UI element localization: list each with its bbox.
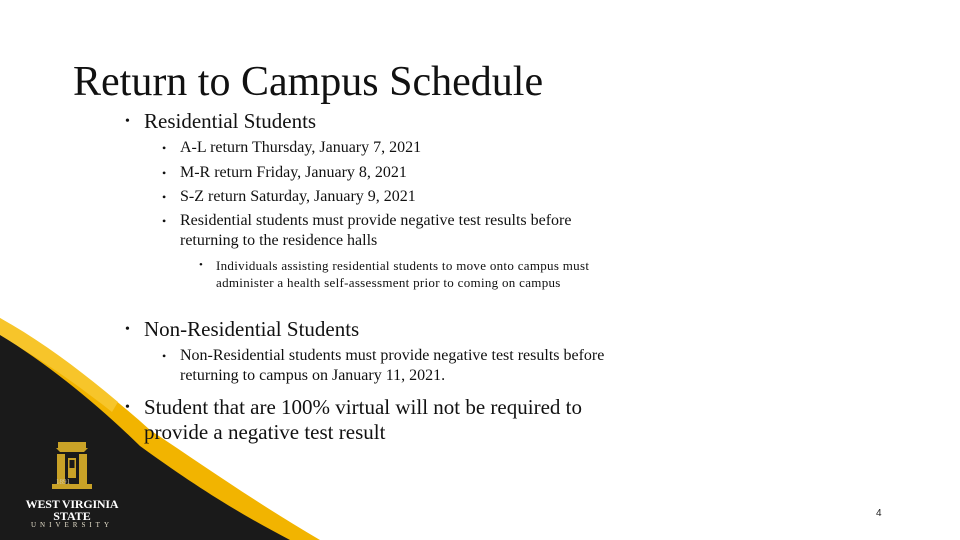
bullet-glyph: • <box>199 259 204 271</box>
residential-item-text: S-Z return Saturday, January 9, 2021 <box>180 188 416 205</box>
logo-wordmark-line1: WEST VIRGINIA <box>25 497 119 511</box>
bullet-glyph: • <box>125 322 130 337</box>
seal-right-column <box>79 454 87 484</box>
seal-pediment <box>58 442 86 448</box>
residential-sub-note <box>199 257 621 291</box>
non-residential-heading: Non-Residential Students <box>144 317 360 341</box>
bullet-glyph: • <box>125 114 130 129</box>
residential-heading-bullet <box>125 109 704 134</box>
slide-title: Return to Campus Schedule <box>73 59 544 105</box>
bullet-glyph: • <box>162 141 167 155</box>
non-residential-item-text: Non-Residential students must provide negative test results before returning to campus on January 11, 2021. <box>180 347 605 384</box>
bullet-glyph: • <box>125 400 130 415</box>
residential-item-text: A-L return Thursday, January 7, 2021 <box>180 139 422 156</box>
bullet-glyph: • <box>162 166 167 180</box>
virtual-students-bullet <box>125 395 624 445</box>
non-residential-item <box>162 346 620 386</box>
residential-sub-note-text: Individuals assisting residential students to move onto campus must administer a health self-assessment prior to coming on campus <box>216 258 590 290</box>
residential-item <box>162 211 630 251</box>
bullet-glyph: • <box>162 349 167 363</box>
residential-item-text: Residential students must provide negative test results before returning to the residence halls <box>180 212 572 249</box>
logo-year: 1891 <box>56 478 70 486</box>
university-seal-icon <box>20 438 124 496</box>
seal-roof <box>56 448 88 452</box>
non-residential-heading-bullet <box>125 317 704 342</box>
logo-wordmark-line3: UNIVERSITY <box>31 521 113 529</box>
bullet-glyph: • <box>162 214 167 228</box>
residential-item <box>162 138 650 158</box>
residential-heading: Residential Students <box>144 109 317 133</box>
seal-window <box>70 460 75 468</box>
logo-wordmark-line2: STATE <box>53 509 91 523</box>
residential-item <box>162 187 650 207</box>
bullet-glyph: • <box>162 190 167 204</box>
page-number: 4 <box>876 508 882 519</box>
residential-item-text: M-R return Friday, January 8, 2021 <box>180 164 407 181</box>
virtual-students-text: Student that are 100% virtual will not be required to provide a negative test result <box>144 395 582 444</box>
residential-item <box>162 163 650 183</box>
